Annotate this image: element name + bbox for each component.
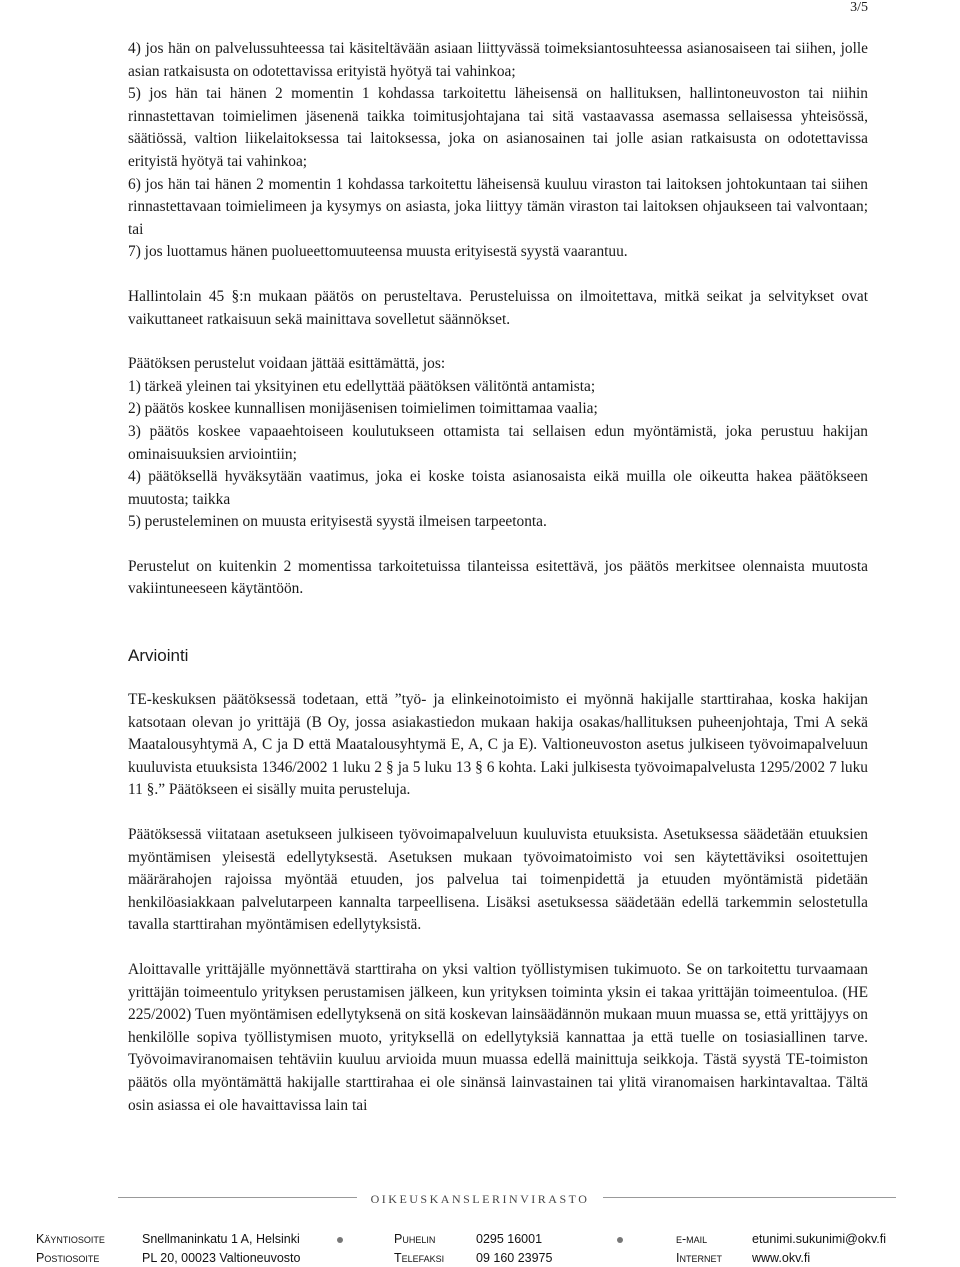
list-item: 5) jos hän tai hänen 2 momentin 1 kohdassa tarkoitettu läheisensä on hallituksen, hallintoneuvoston tai niihin rinnastettavan toimielimen jäsenenä taikka toimitusjohtajana tai sitä vastaavassa asemassa sellaisessa yhteisössä, säätiössä, valtion liikelaitoksessa tai laitoksessa, joka on asianosainen tai jolle asian ratkaisusta on odotettavissa erityistä hyötyä tai vahinkoa; [128, 85, 868, 170]
fax-value: 09 160 23975 [476, 1251, 553, 1265]
paragraph-asetus: Päätöksessä viitataan asetukseen julkiseen työvoimapalveluun kuuluvista etuuksista. Asetuksessa säädetään etuuksien myöntämisen yleisestä edellytyksestä. Asetuksen mukaan työvoimatoimisto voi sen käytettäviksi osoitettujen määrärahojen rajoissa myöntää etuuden, jos palvelua tai toimenpidettä ja etuuden myöntämistä pidetään henkilöasiakkaan palvelutarpeen kannalta tarpeellisena. Lisäksi asetuksessa säädetään edellä tarkemmin selostetulla tavalla starttirahan myöntämisen edellytyksistä. [128, 826, 868, 934]
brand-name: OIKEUSKANSLERINVIRASTO [357, 1192, 604, 1206]
fax-label: Telefaksi [394, 1251, 445, 1265]
paragraph-starttiraha: Aloittavalle yrittäjälle myönnettävä starttiraha on yksi valtion työllistymisen tukimuoto. Se on tarkoitettu turvaamaan yrittäjän toimeentulo yrityksen perustamisen jälkeen, kun yrityksen toiminta yksin ei takaa yrittäjän toimeentuloa. (HE 225/2002) Tuen myöntämisen edellytyksenä on sitä koskevan lainsäädännön mukaan muun muassa se, että yrittäjyys on henkilölle sopiva työllistymisen muoto, yrityksellä on edellytyksiä kannattaa ja että tuelle on tosiasiallinen tarve. Työvoimaviranomaisen tehtäviin kuuluu arvioida muun muassa edellä mainittuja seikkoja. Tästä syystä TE-toimiston päätös olla myöntämättä hakijalle starttirahaa ei ole sinänsä lainvastainen tai ylitä viranomaisen harkintavaltaa. Tältä osin asiassa ei ole havaittavissa lain tai [128, 961, 868, 1114]
internet-value[interactable]: www.okv.fi [752, 1251, 811, 1265]
footer-brand [0, 1190, 960, 1208]
footer-row-2 [0, 1251, 960, 1267]
list-item: 2) päätös koskee kunnallisen monijäsenisen toimielimen toimittamaa vaalia; [128, 400, 598, 418]
paragraph-hallintolaki: Hallintolain 45 §:n mukaan päätös on perusteltava. Perusteluissa on ilmoitettava, mitkä seikat ja selvitykset ovat vaikuttaneet ratkaisuun sekä mainittava sovelletut säännökset. [128, 287, 868, 328]
email-label: e-mail [676, 1232, 708, 1246]
separator-dot-icon [337, 1237, 343, 1243]
visit-value: Snellmaninkatu 1 A, Helsinki [142, 1232, 300, 1246]
separator-dot-icon [617, 1237, 623, 1243]
post-value: PL 20, 00023 Valtioneuvosto [142, 1251, 301, 1265]
phone-value: 0295 16001 [476, 1232, 543, 1246]
footer-row-1 [0, 1232, 960, 1248]
page-number: 3/5 [850, 0, 868, 15]
paragraph-intro: Päätöksen perustelut voidaan jättää esittämättä, jos: [128, 355, 446, 373]
list-item: 7) jos luottamus hänen puolueettomuuteensa muusta erityisestä syystä vaarantuu. [128, 243, 628, 261]
list-item: 1) tärkeä yleinen tai yksityinen etu edellyttää päätöksen välitöntä antamista; [128, 377, 596, 395]
document-body [128, 38, 868, 1117]
section-heading: Arviointi [128, 646, 189, 666]
post-label: Postiosoite [36, 1251, 100, 1265]
phone-label: Puhelin [394, 1232, 436, 1246]
list-item: 4) jos hän on palvelussuhteessa tai käsiteltävään asiaan liittyvässä toimeksiantosuhteessa asianosaiseen tai siihen, jolle asian ratkaisusta on odotettavissa erityistä hyötyä tai vahinkoa; [128, 40, 868, 80]
list-item: 6) jos hän tai hänen 2 momentin 1 kohdassa tarkoitettu läheisensä kuuluu viraston tai laitoksen johtokuntaan tai siihen rinnastettavaan toimielimeen ja kysymys on asiasta, joka liittyy tämän viraston tai laitoksen ohjaukseen tai valvontaan; tai [128, 175, 868, 238]
internet-label: Internet [676, 1251, 722, 1265]
paragraph-perustelut: Perustelut on kuitenkin 2 momentissa tarkoitetuissa tilanteissa esitettävä, jos päätös merkitsee olennaista muutosta vakiintuneeseen käytäntöön. [128, 557, 868, 598]
list-item: 5) perusteleminen on muusta erityisestä syystä ilmeisen tarpeetonta. [128, 513, 547, 531]
list-item: 3) päätös koskee vapaaehtoiseen koulutukseen ottamista tai sellaisen edun myöntämistä, joka perustuu hakijan ominaisuuksien arviointiin; [128, 422, 868, 463]
email-value[interactable]: etunimi.sukunimi@okv.fi [752, 1232, 887, 1246]
visit-label: Käyntiosoite [36, 1232, 105, 1246]
list-item: 4) päätöksellä hyväksytään vaatimus, joka ei koske toista asianosaista eikä muilla ole oikeutta hakea päätökseen muutosta; taikka [128, 468, 868, 508]
paragraph-te-keskus: TE-keskuksen päätöksessä todetaan, että ”työ- ja elinkeinotoimisto ei myönnä hakijalle starttirahaa, koska hakijan katsotaan olevan jo yrittäjä (B Oy, jossa asiakastiedon mukaan hakija osakas/hallituksen puheenjohtaja, Tmi A sekä Maatalousyhtymä A, C ja D että Maatalousyhtymä E, A, C ja E). Valtioneuvoston asetus julkiseen työvoimapalveluun kuuluvista etuuksista 1346/2002 1 luku 2 § ja 5 luku 13 § 6 kohta. Laki julkisesta työvoimapalvelusta 1295/2002 7 luku 11 §.” Päätökseen ei sisälly muita perusteluja. [128, 691, 868, 799]
